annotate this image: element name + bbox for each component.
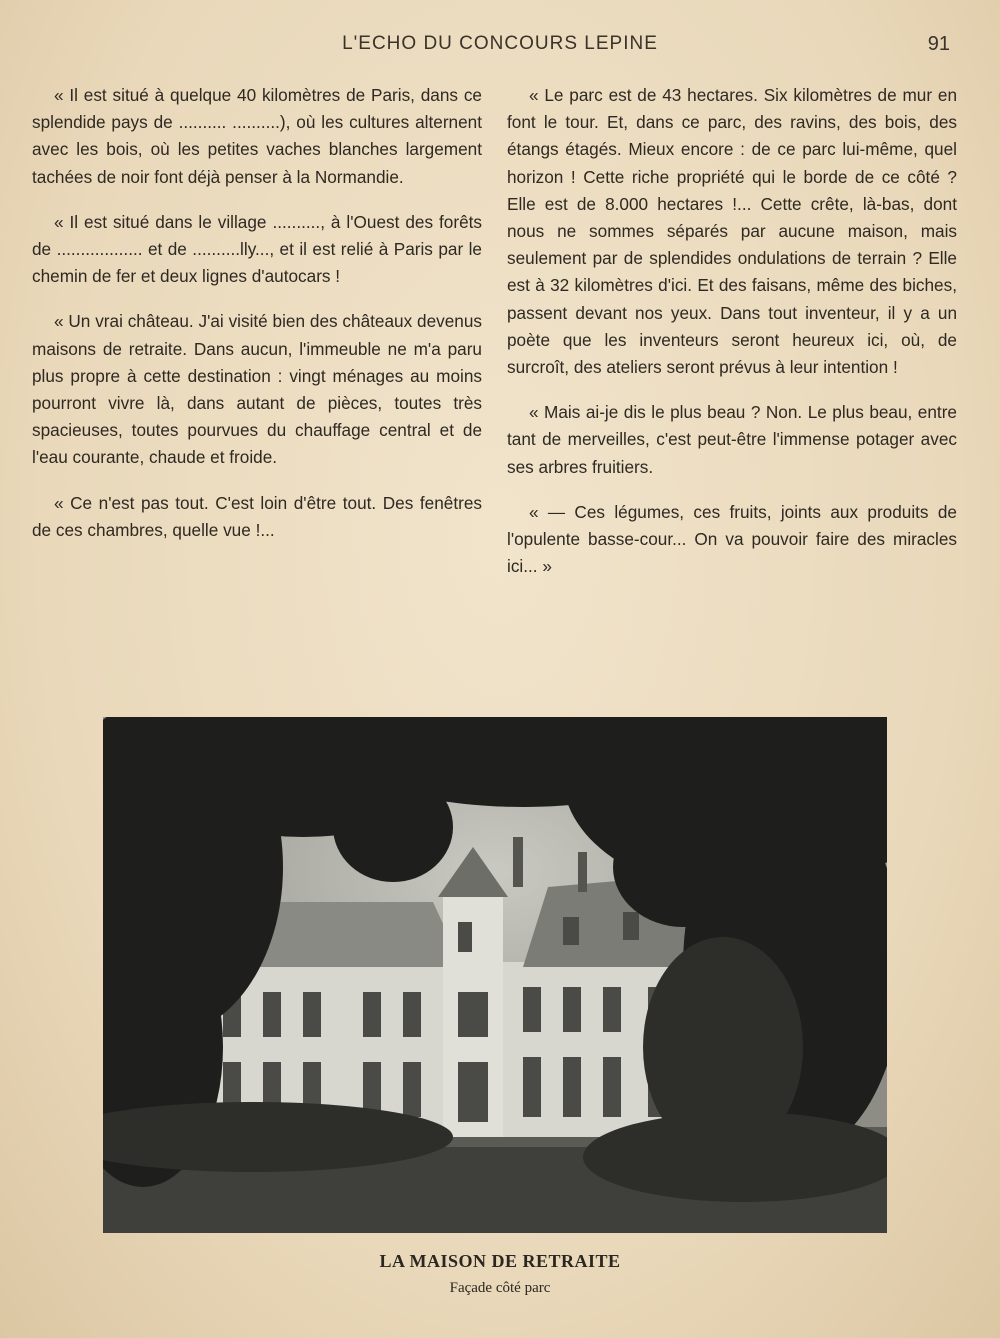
paragraph: « Mais ai-je dis le plus beau ? Non. Le plus beau, entre tant de merveilles, c'est peut-être l'immense potager avec ses arbres fruitiers. <box>507 402 957 477</box>
left-column <box>32 82 482 562</box>
chateau-photograph <box>103 717 887 1233</box>
paragraph: « Un vrai château. J'ai visité bien des châteaux devenus maisons de retraite. Dans aucun, l'immeuble ne m'a paru plus propre à cette destination : vingt ménages au moins pourront vivre là, dans autant de pièces, toutes très spacieuses, toutes pourvues du chauffage central et de l'eau courante, chaude et froide. <box>32 311 482 468</box>
photo-caption-title: LA MAISON DE RETRAITE <box>379 1251 621 1271</box>
paragraph: « Le parc est de 43 hectares. Six kilomètres de mur en font le tour. Et, dans ce parc, des ravins, des bois, des étangs étagés. Mieux encore : de ce parc lui-même, quel horizon ! Cette riche propriété qui le borde de ce côté ? Elle est de 8.000 hectares !... Cette crête, là-bas, dont nous ne sommes séparés par aucune maison, mais seulement par de splendides ondulations de terrain ? Elle est à 32 kilomètres d'ici. Et des faisans, même des biches, passent devant nos yeux. Dans tout inventeur, il y a un poète que les inventeurs seront heureux ici, où, de surcroît, des ateliers seront prévus à leur intention ! <box>507 85 957 378</box>
chateau-photo-illustration <box>103 717 887 1233</box>
paragraph: « — Ces légumes, ces fruits, joints aux produits de l'opulente basse-cour... On va pouvoir faire des miracles ici... » <box>507 501 957 577</box>
paragraph: « Ce n'est pas tout. C'est loin d'être tout. Des fenêtres de ces chambres, quelle vue !... <box>32 492 482 540</box>
right-column <box>507 82 957 598</box>
running-header-title: L'ECHO DU CONCOURS LEPINE <box>342 33 658 54</box>
paragraph: « Il est situé dans le village .........., à l'Ouest des forêts de .................. et de ..........lly..., et il est relié à Paris par le chemin de fer et deux lignes d'autocars ! <box>32 211 482 287</box>
paragraph: « Il est situé à quelque 40 kilomètres de Paris, dans ce splendide pays de .......... ..........), où les cultures alternent avec les bois, où les petites vaches blanches largement tachées de noir font déjà penser à la Normandie. <box>32 85 482 187</box>
photo-caption-subtitle: Façade côté parc <box>449 1280 551 1296</box>
page-number: 91 <box>927 33 950 55</box>
